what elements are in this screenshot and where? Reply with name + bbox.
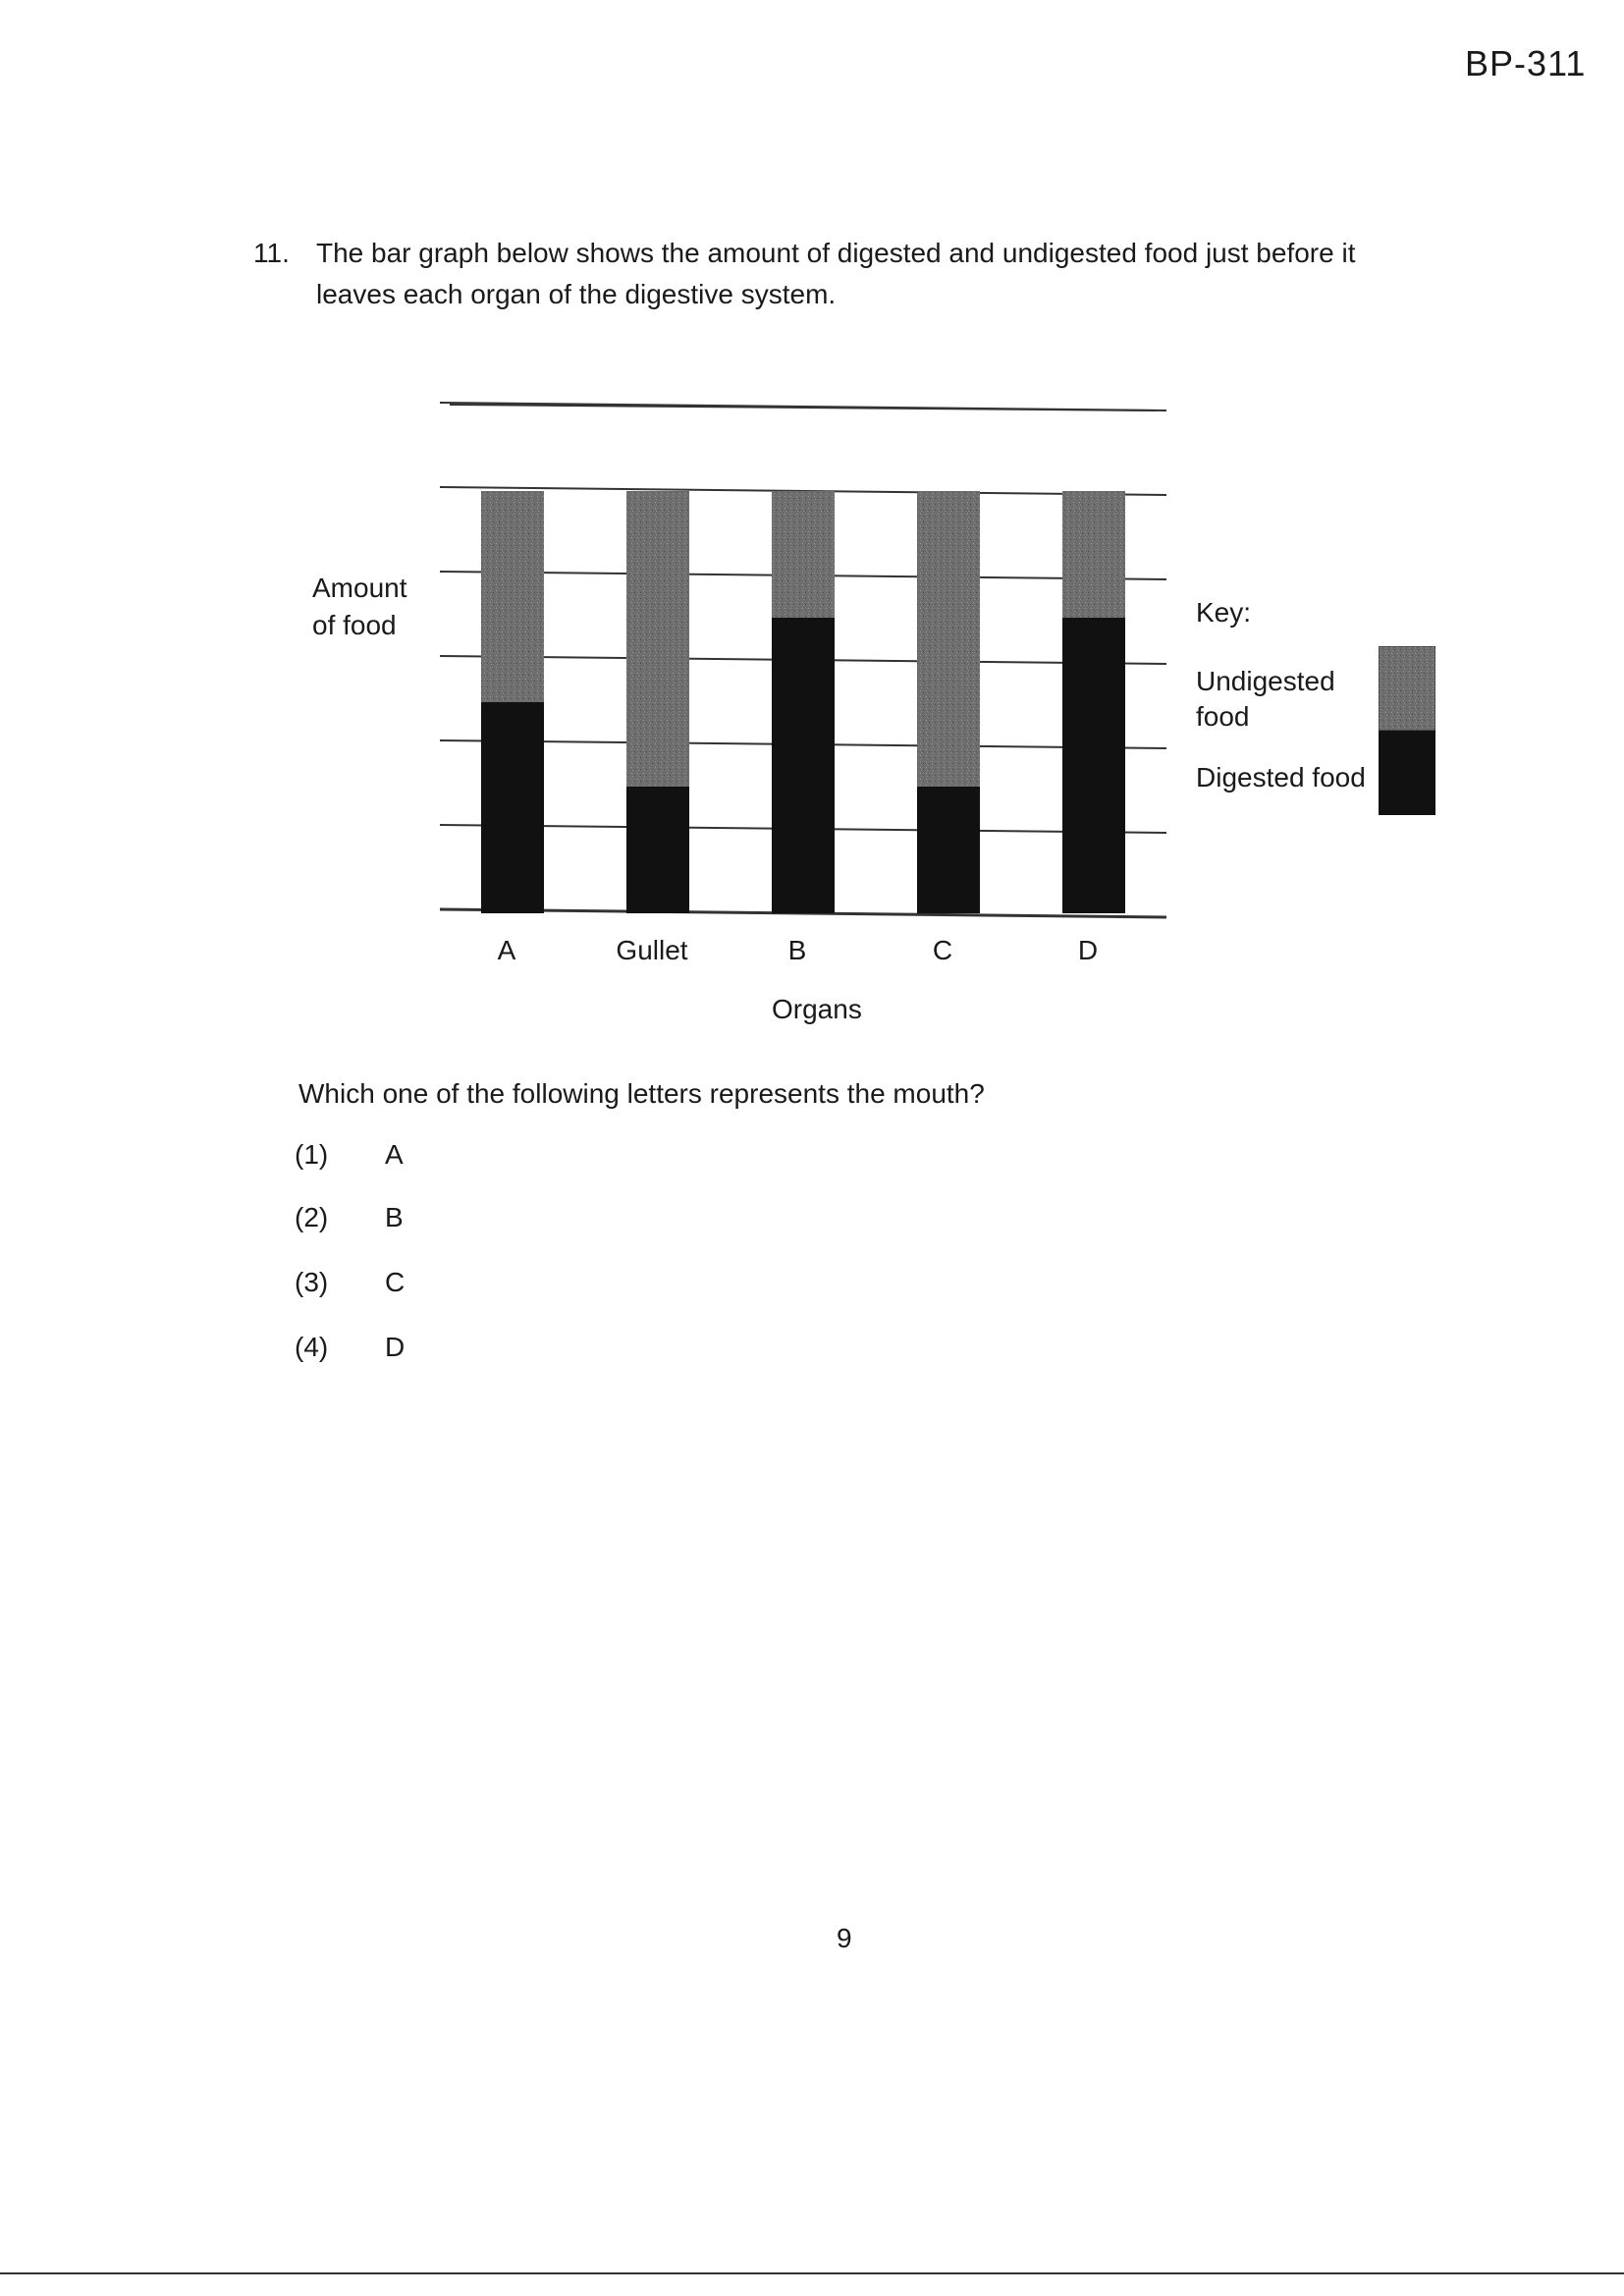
option-number: (4) (295, 1332, 329, 1362)
bar-chart (295, 383, 1178, 953)
page-number: 9 (837, 1923, 852, 1953)
bar-undigested (1062, 491, 1125, 618)
answer-option-1[interactable] (295, 1139, 404, 1171)
bar-undigested (626, 491, 689, 787)
x-tick-label: B (787, 935, 807, 965)
option-label: C (385, 1267, 406, 1297)
legend-title: Key: (1196, 597, 1252, 628)
answer-option-2[interactable] (295, 1202, 404, 1233)
legend-label-undigested-line-2: food (1196, 701, 1250, 732)
bar-digested (626, 787, 689, 913)
question-number: 11. (253, 238, 290, 268)
legend-swatch-digested (1379, 731, 1435, 815)
option-label: A (385, 1139, 404, 1170)
document-code: BP-311 (1465, 43, 1587, 83)
question-stem-line-2: leaves each organ of the digestive system. (316, 279, 837, 309)
x-tick-label: C (932, 935, 953, 965)
answer-option-3[interactable] (295, 1267, 405, 1298)
y-axis-label-line-2: of food (312, 610, 397, 640)
answer-option-4[interactable] (295, 1332, 405, 1363)
y-axis-label (312, 570, 407, 644)
legend-swatch-undigested (1379, 646, 1435, 731)
option-label: D (385, 1332, 406, 1362)
bar-undigested (917, 491, 980, 787)
option-label: B (385, 1202, 404, 1232)
bottom-rule (0, 2272, 1624, 2274)
question-stem-line-1: The bar graph below shows the amount of digested and undigested food just before it (316, 238, 1356, 268)
option-number: (1) (295, 1139, 329, 1170)
x-tick-label: Gullet (616, 935, 688, 965)
bar-undigested (772, 491, 835, 618)
legend-label-undigested (1196, 664, 1363, 735)
bars (481, 491, 1125, 913)
bar-digested (481, 702, 544, 913)
legend-label-digested: Digested food (1196, 762, 1366, 793)
x-tick-label: D (1077, 935, 1099, 965)
x-axis-label: Organs (772, 994, 862, 1024)
bar-digested (1062, 618, 1125, 913)
question-prompt: Which one of the following letters represents the mouth? (298, 1078, 985, 1109)
bar-undigested (481, 491, 544, 702)
legend-label-undigested-line-1: Undigested (1196, 666, 1335, 696)
grid-line (440, 403, 1166, 410)
chart-legend (1196, 597, 1451, 823)
option-number: (2) (295, 1202, 329, 1232)
bar-digested (772, 618, 835, 913)
bar-digested (917, 787, 980, 913)
x-tick-label: A (497, 935, 516, 965)
y-axis-label-line-1: Amount (312, 573, 407, 603)
option-number: (3) (295, 1267, 329, 1297)
